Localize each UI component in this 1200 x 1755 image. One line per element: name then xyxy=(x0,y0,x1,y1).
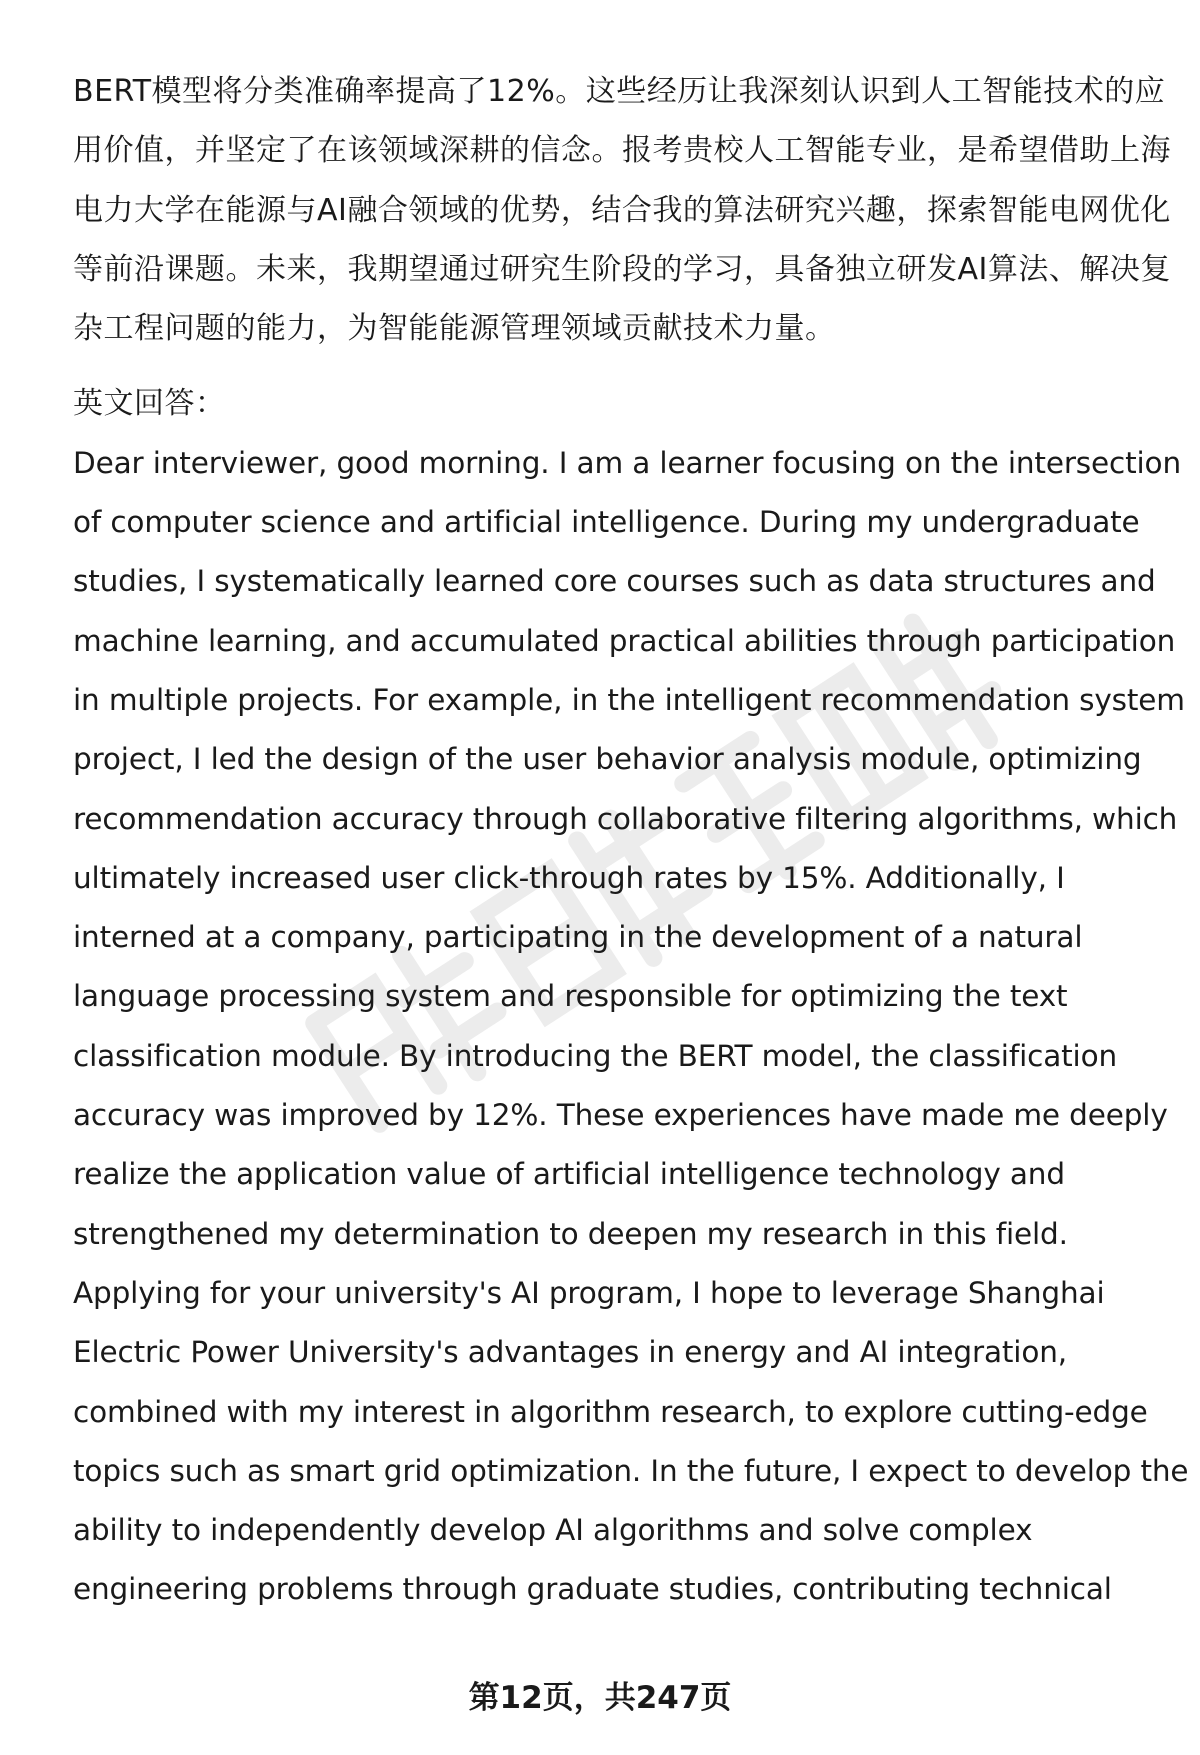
text-line: of computer science and artificial intelligence. During my undergraduate xyxy=(73,505,1140,540)
text-line: accuracy was improved by 12%. These experiences have made me deeply xyxy=(73,1098,1168,1133)
text-line: ability to independently develop AI algorithms and solve complex xyxy=(73,1513,1033,1548)
text-line: Applying for your university's AI program, I hope to leverage Shanghai xyxy=(73,1275,1105,1310)
english-answer-paragraph xyxy=(73,434,1189,1620)
text-line: 等前沿课题。未来，我期望通过研究生阶段的学习，具备独立研发AI算法、解决复 xyxy=(73,251,1171,287)
text-line: ultimately increased user click-through rates by 15%. Additionally, I xyxy=(73,860,1065,895)
text-line: language processing system and responsible for optimizing the text xyxy=(73,979,1068,1014)
text-line: machine learning, and accumulated practical abilities through participation xyxy=(73,623,1176,658)
text-line: strengthened my determination to deepen my research in this field. xyxy=(73,1216,1068,1251)
text-line: studies, I systematically learned core courses such as data structures and xyxy=(73,564,1156,599)
text-line: engineering problems through graduate studies, contributing technical xyxy=(73,1572,1112,1607)
text-line: 电力大学在能源与AI融合领域的优势，结合我的算法研究兴趣，探索智能电网优化 xyxy=(73,192,1171,228)
text-line: 用价值，并坚定了在该领域深耕的信念。报考贵校人工智能专业，是希望借助上海 xyxy=(73,133,1171,169)
text-line: classification module. By introducing the BERT model, the classification xyxy=(73,1038,1118,1073)
english-answer-heading: 英文回答： xyxy=(73,386,226,422)
text-line: 杂工程问题的能力，为智能能源管理领域贡献技术力量。 xyxy=(73,311,836,347)
text-line: in multiple projects. For example, in the intelligent recommendation system xyxy=(73,682,1185,717)
text-line: realize the application value of artificial intelligence technology and xyxy=(73,1157,1065,1192)
text-line: project, I led the design of the user behavior analysis module, optimizing xyxy=(73,742,1142,777)
text-line: BERT模型将分类准确率提高了12%。这些经历让我深刻认识到人工智能技术的应 xyxy=(73,74,1166,109)
text-line: topics such as smart grid optimization. In the future, I expect to develop the xyxy=(73,1453,1189,1488)
text-line: recommendation accuracy through collaborative filtering algorithms, which xyxy=(73,801,1178,836)
text-line: Dear interviewer, good morning. I am a learner focusing on the intersection xyxy=(73,445,1182,480)
text-line: interned at a company, participating in the development of a natural xyxy=(73,920,1083,955)
text-line: combined with my interest in algorithm research, to explore cutting-edge xyxy=(73,1394,1148,1429)
text-line: Electric Power University's advantages in energy and AI integration, xyxy=(73,1335,1068,1370)
document-body xyxy=(73,62,1189,1620)
page-number-footer: 第12页，共247页 xyxy=(468,1680,732,1716)
chinese-answer-paragraph xyxy=(73,62,1171,358)
